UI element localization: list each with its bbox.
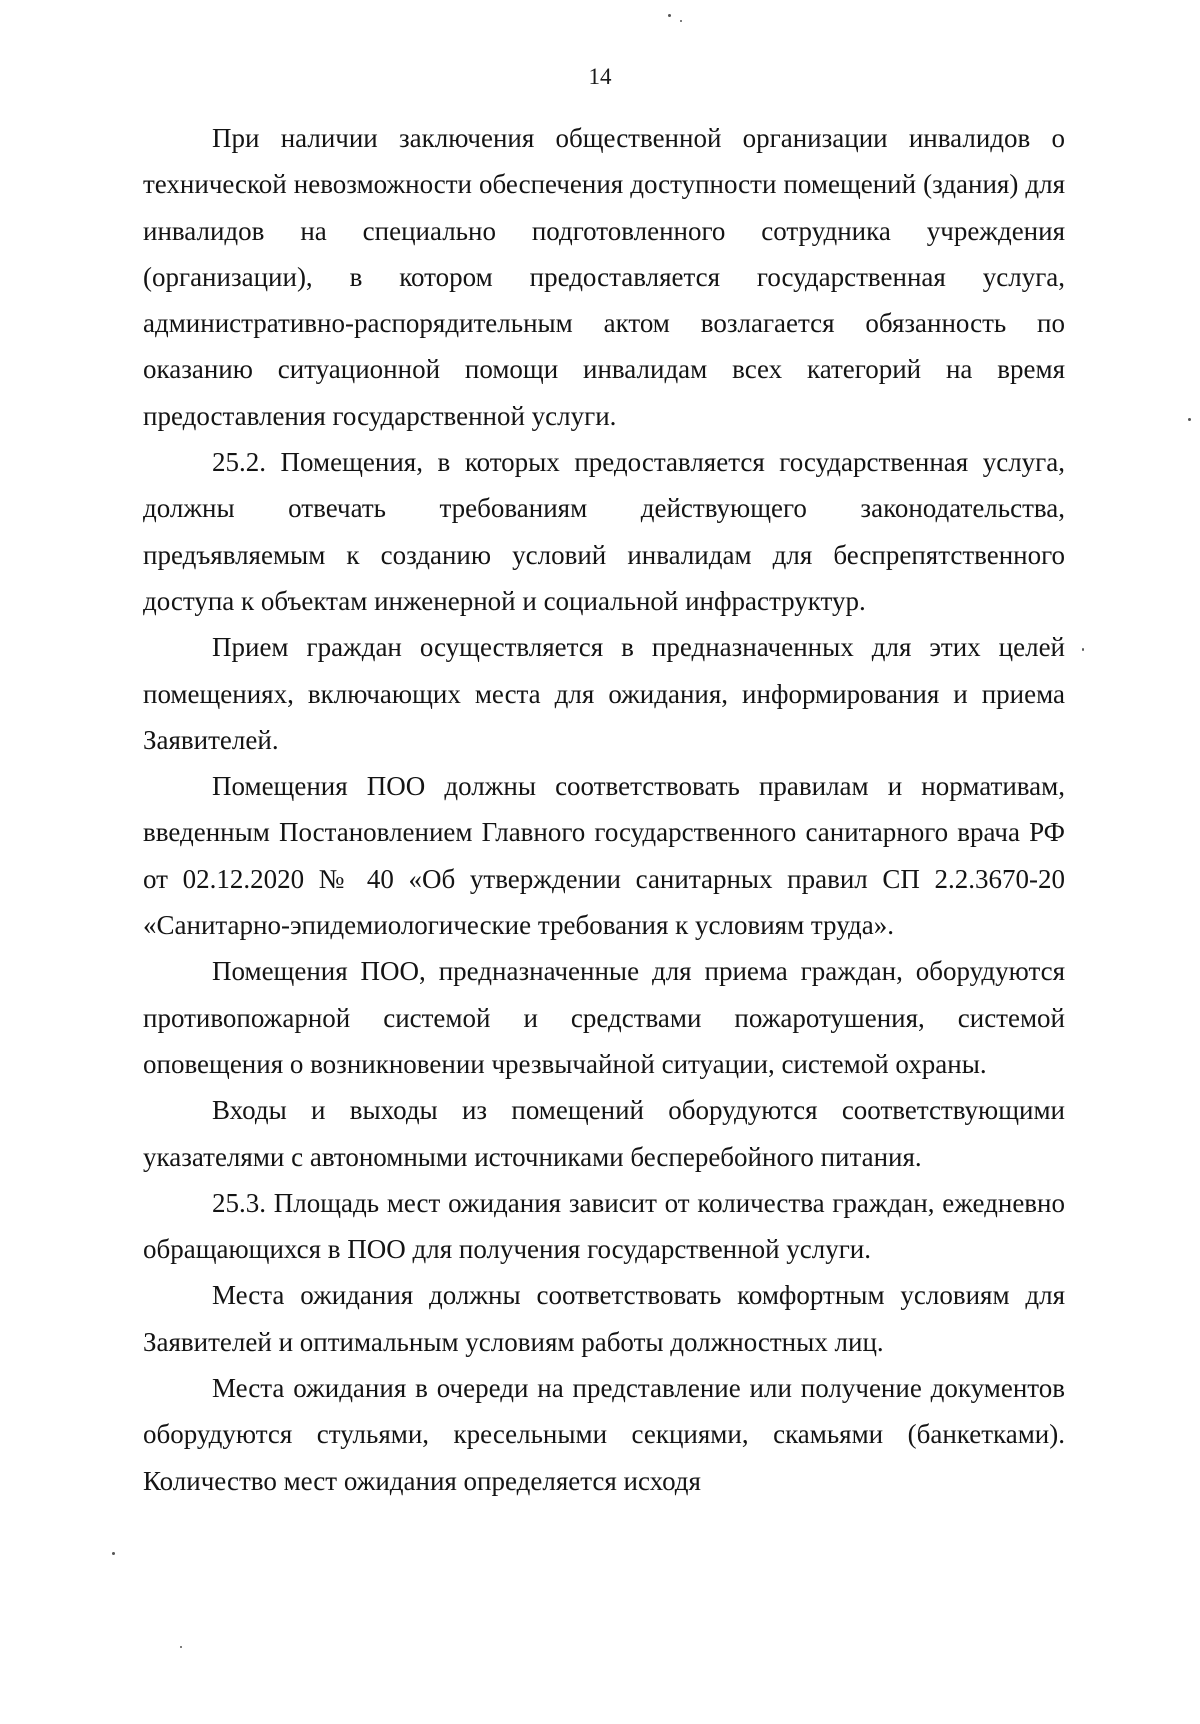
scan-speck [112,1552,115,1555]
scan-speck [668,14,671,17]
paragraph-5: Помещения ПОО, предназначенные для приема граждан, оборудуются противопожарной системой и средствами пожаротушения, системой оповещения о возникновении чрезвычайной ситуации, системой охраны. [143,956,1065,1079]
paragraph-8: Места ожидания должны соответствовать комфортным условиям для Заявителей и оптимальным условиям работы должностных лиц. [143,1280,1065,1357]
paragraph-9: Места ожидания в очереди на представление или получение документов оборудуются стульями, кресельными секциями, скамьями (банкетками). Количество мест ожидания определяется исходя [143,1373,1065,1496]
scan-speck [1188,418,1191,421]
paragraph-3: Прием граждан осуществляется в предназначенных для этих целей помещениях, включающих места для ожидания, информирования и приема Заявителей. [143,632,1065,755]
document-body [143,115,1065,1504]
scan-speck [680,20,682,22]
paragraph-4: Помещения ПОО должны соответствовать правилам и нормативам, введенным Постановлением Главного государственного санитарного врача РФ от 02.12.2020 № 40 «Об утверждении санитарных правил СП 2.2.3670-20 «Санитарно-эпидемиологические требования к условиям труда». [143,771,1065,941]
page-number: 14 [588,64,612,89]
paragraph-2: 25.2. Помещения, в которых предоставляется государственная услуга, должны отвечать требованиям действующего законодательства, предъявляемым к созданию условий инвалидам для беспрепятственного доступа к объектам инженерной и социальной инфраструктур. [143,447,1065,616]
paragraph-1: При наличии заключения общественной организации инвалидов о технической невозможности обеспечения доступности помещений (здания) для инвалидов на специально подготовленного сотрудника учреждения (организации), в котором предоставляется государственная услуга, административно-распорядительным актом возлагается обязанность по оказанию ситуационной помощи инвалидам всех категорий на время предоставления государственной услуги. [143,123,1065,431]
scan-speck [1082,648,1084,651]
paragraph-7: 25.3. Площадь мест ожидания зависит от количества граждан, ежедневно обращающихся в ПОО для получения государственной услуги. [143,1187,1065,1265]
scan-speck [180,1646,182,1648]
paragraph-6: Входы и выходы из помещений оборудуются соответствующими указателями с автономными источниками бесперебойного питания. [143,1095,1065,1172]
